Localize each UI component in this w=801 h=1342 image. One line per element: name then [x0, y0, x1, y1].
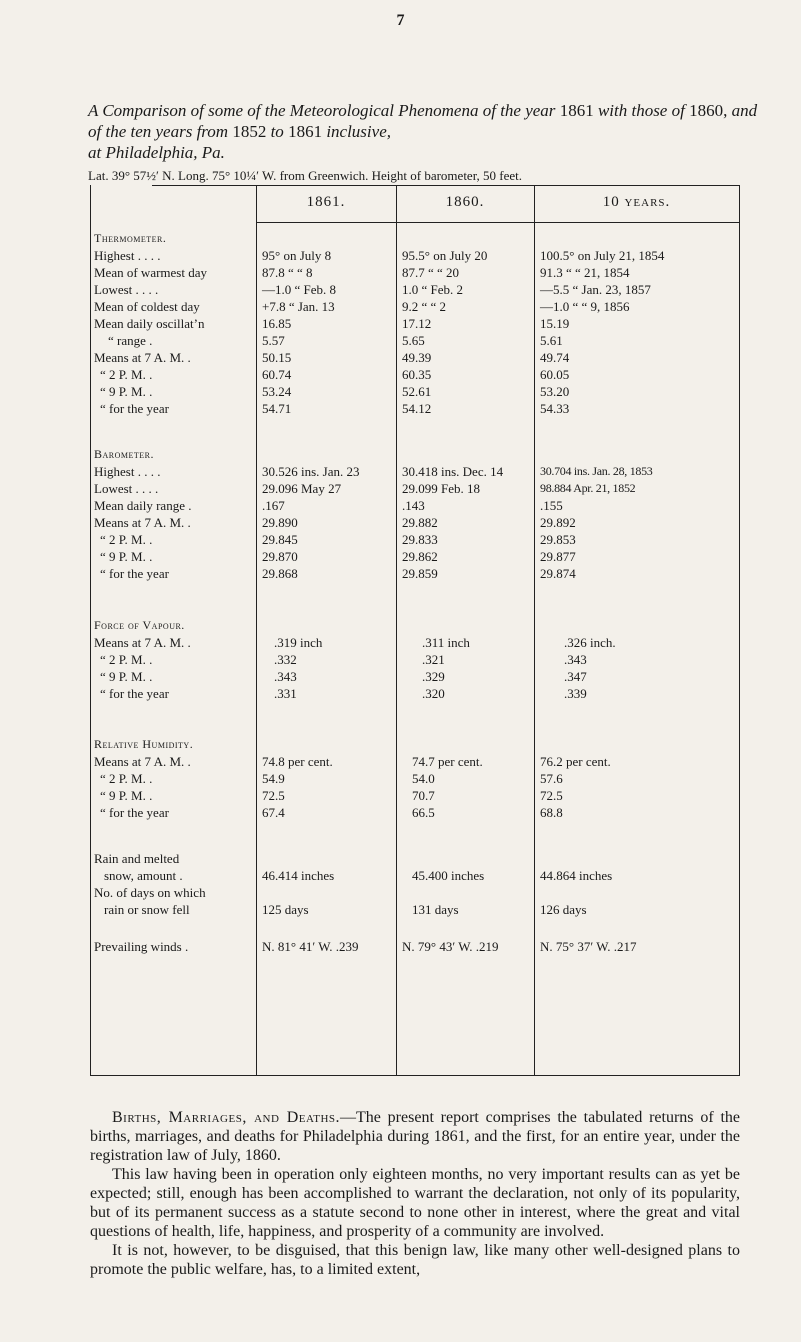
- cell-10-years: 29.874: [540, 566, 576, 581]
- cell-10-years: —5.5 “ Jan. 23, 1857: [540, 282, 651, 297]
- table-row: [94, 787, 734, 804]
- section-heading-barometer: Barometer.: [94, 447, 155, 461]
- page-title: [88, 100, 768, 163]
- cell-10-years: 54.33: [540, 401, 570, 416]
- row-label: Lowest . . . .: [94, 481, 159, 496]
- cell-10-years: 5.61: [540, 333, 563, 348]
- row-label: rain or snow fell: [104, 902, 190, 917]
- section-heading-relative-humidity: Relative Humidity.: [94, 737, 194, 751]
- row-label: Prevailing winds .: [94, 939, 189, 954]
- cell-10-years: 76.2 per cent.: [540, 754, 611, 769]
- table-row: [94, 548, 734, 565]
- row-label: “ for the year: [100, 805, 169, 820]
- cell-1861: 95° on July 8: [262, 248, 332, 263]
- location-line: Lat. 39° 57½′ N. Long. 75° 10¼′ W. from Greenwich. Height of barometer, 50 feet.: [88, 168, 522, 183]
- cell-1861: 5.57: [262, 333, 285, 348]
- cell-1861: 60.74: [262, 367, 292, 382]
- table-row: [94, 349, 734, 366]
- cell-1861: 16.85: [262, 316, 292, 331]
- row-label: Means at 7 A. M. .: [94, 350, 191, 365]
- row-label: “ range .: [108, 333, 153, 348]
- row-label: Mean of coldest day: [94, 299, 200, 314]
- table-row: [94, 480, 734, 497]
- cell-1860: 70.7: [412, 788, 435, 803]
- table-row: [94, 332, 734, 349]
- cell-10-years: 49.74: [540, 350, 570, 365]
- table-row: [94, 531, 734, 548]
- cell-1860: 60.35: [402, 367, 432, 382]
- cell-1860: .329: [422, 669, 445, 684]
- cell-1861: 54.71: [262, 401, 292, 416]
- title-year-1852: 1852: [232, 122, 267, 141]
- cell-1861: 53.24: [262, 384, 292, 399]
- row-label: No. of days on which: [94, 885, 206, 900]
- paragraph-text: —The present report comprises the tabulated returns of the births, marriages, and deaths for Philadelphia during 1861, and the first, for an entire year, under the registration law of July, 1860.: [90, 1109, 740, 1164]
- table-row: [94, 668, 734, 685]
- row-label: “ 9 P. M. .: [100, 669, 153, 684]
- row-label: Highest . . . .: [94, 464, 161, 479]
- paragraph-disguised: It is not, however, to be disguised, that this benign law, like many other well-designed plans to promote the public welfare, has, to a limited extent,: [90, 1242, 740, 1278]
- cell-10-years: 44.864 inches: [540, 868, 613, 883]
- cell-1860: 9.2 “ “ 2: [402, 299, 447, 314]
- cell-1860: 87.7 “ “ 20: [402, 265, 460, 280]
- table-row: [94, 247, 734, 264]
- cell-1861: +7.8 “ Jan. 13: [262, 299, 335, 314]
- cell-10-years: .326 inch.: [564, 635, 616, 650]
- row-label: snow, amount .: [104, 868, 183, 883]
- cell-10-years: 98.884 Apr. 21, 1852: [540, 481, 636, 495]
- row-label: Rain and melted: [94, 851, 180, 866]
- cell-10-years: 53.20: [540, 384, 570, 399]
- table-row: [94, 634, 734, 651]
- cell-10-years: N. 75° 37′ W. .217: [540, 939, 637, 954]
- cell-1861: .332: [274, 652, 297, 667]
- cell-1861: —1.0 “ Feb. 8: [262, 282, 337, 297]
- row-label: “ 9 P. M. .: [100, 549, 153, 564]
- table-row: [94, 651, 734, 668]
- table-row: [94, 281, 734, 298]
- cell-10-years: .155: [540, 498, 563, 513]
- cell-10-years: .347: [564, 669, 587, 684]
- cell-10-years: .343: [564, 652, 587, 667]
- cell-1860: 95.5° on July 20: [402, 248, 488, 263]
- cell-1861: 29.870: [262, 549, 298, 564]
- column-header-1860: 1860.: [445, 194, 485, 210]
- cell-1860: 45.400 inches: [412, 868, 485, 883]
- cell-1860: 29.882: [402, 515, 438, 530]
- cell-1860: 29.862: [402, 549, 438, 564]
- cell-1860: 29.833: [402, 532, 438, 547]
- section-heading-births: Births, Marriages, and Deaths.: [112, 1109, 341, 1126]
- cell-10-years: 100.5° on July 21, 1854: [540, 248, 665, 263]
- title-part-3: and of the ten years from: [88, 101, 758, 141]
- cell-10-years: 60.05: [540, 367, 570, 382]
- table-bottom-rule: [90, 1075, 740, 1076]
- cell-10-years: —1.0 “ “ 9, 1856: [540, 299, 630, 314]
- row-label: Means at 7 A. M. .: [94, 635, 191, 650]
- cell-1861: 29.890: [262, 515, 298, 530]
- cell-1860: 30.418 ins. Dec. 14: [402, 464, 504, 479]
- table-row: [94, 366, 734, 383]
- cell-1861: N. 81° 41′ W. .239: [262, 939, 359, 954]
- cell-1860: 54.12: [402, 401, 432, 416]
- cell-1861: 46.414 inches: [262, 868, 335, 883]
- table-row: [94, 770, 734, 787]
- cell-10-years: 29.853: [540, 532, 576, 547]
- cell-1861: 87.8 “ “ 8: [262, 265, 313, 280]
- paragraph-births: [90, 1108, 740, 1165]
- row-label: Mean daily oscillat’n: [94, 316, 205, 331]
- table-row-days: [94, 901, 734, 918]
- cell-1860: 52.61: [402, 384, 432, 399]
- cell-1860: N. 79° 43′ W. .219: [402, 939, 499, 954]
- cell-1860: 49.39: [402, 350, 432, 365]
- row-label: “ 9 P. M. .: [100, 788, 153, 803]
- cell-1861: .343: [274, 669, 297, 684]
- cell-1860: 29.859: [402, 566, 438, 581]
- table-row: [94, 804, 734, 821]
- cell-1860: 5.65: [402, 333, 425, 348]
- table-row: [94, 383, 734, 400]
- table-row: [94, 463, 734, 480]
- table-top-rule: [152, 185, 740, 186]
- table-header-rule: [256, 222, 740, 223]
- cell-1860: .321: [422, 652, 445, 667]
- title-part-5: inclusive,: [326, 122, 391, 141]
- title-part-2: with those of: [597, 101, 685, 120]
- table-row-rain: [94, 850, 734, 867]
- row-label: Mean daily range .: [94, 498, 192, 513]
- cell-1861: 74.8 per cent.: [262, 754, 333, 769]
- cell-10-years: 57.6: [540, 771, 563, 786]
- column-header-10-years: 10 years.: [602, 194, 671, 210]
- cell-1860: 17.12: [402, 316, 432, 331]
- table-row-rain: [94, 867, 734, 884]
- row-label: “ for the year: [100, 401, 169, 416]
- body-text: [90, 1108, 740, 1279]
- cell-1860: .320: [422, 686, 445, 701]
- title-part-1: A Comparison of some of the Meteorological Phenomena of the year: [88, 101, 556, 120]
- table-row: [94, 753, 734, 770]
- table-row-winds: [94, 938, 734, 955]
- cell-10-years: 29.877: [540, 549, 576, 564]
- cell-1861: .331: [274, 686, 297, 701]
- table-row-days: [94, 884, 734, 901]
- row-label: “ 2 P. M. .: [100, 652, 153, 667]
- row-label: “ for the year: [100, 566, 169, 581]
- title-part-4: to: [270, 122, 284, 141]
- row-label: “ 2 P. M. .: [100, 367, 153, 382]
- cell-1861: 29.868: [262, 566, 298, 581]
- title-year-1861b: 1861: [288, 122, 323, 141]
- cell-1860: .143: [402, 498, 425, 513]
- cell-10-years: .339: [564, 686, 587, 701]
- title-year-1861: 1861: [559, 101, 594, 120]
- table-left-rule: [90, 185, 91, 1075]
- section-heading-force-of-vapour: Force of Vapour.: [94, 618, 185, 632]
- row-label: “ for the year: [100, 686, 169, 701]
- table-row: [94, 565, 734, 582]
- cell-1861: 67.4: [262, 805, 285, 820]
- cell-10-years: 91.3 “ “ 21, 1854: [540, 265, 630, 280]
- column-header-1861: 1861.: [306, 194, 346, 210]
- cell-1861: 54.9: [262, 771, 285, 786]
- cell-1861: 30.526 ins. Jan. 23: [262, 464, 360, 479]
- paragraph-law: This law having been in operation only eighteen months, no very important results can as yet be expected; still, enough has been accomplished to warrant the declaration, not only of its popularity, but of its permanent success as a statute second to none other in interest, where the great and vital questions of health, life, happiness, and prosperity of a community are involved.: [90, 1166, 740, 1240]
- cell-10-years: 72.5: [540, 788, 563, 803]
- meteorological-table: [90, 180, 740, 1080]
- cell-1861: 29.096 May 27: [262, 481, 342, 496]
- cell-10-years: 29.892: [540, 515, 576, 530]
- cell-1860: 66.5: [412, 805, 435, 820]
- table-right-rule: [739, 185, 740, 1075]
- row-label: Means at 7 A. M. .: [94, 754, 191, 769]
- cell-10-years: 126 days: [540, 902, 587, 917]
- cell-1860: 131 days: [412, 902, 459, 917]
- cell-1860: 1.0 “ Feb. 2: [402, 282, 464, 297]
- cell-10-years: 68.8: [540, 805, 563, 820]
- cell-1861: 72.5: [262, 788, 285, 803]
- table-row: [94, 315, 734, 332]
- cell-1861: 29.845: [262, 532, 298, 547]
- cell-1861: .167: [262, 498, 285, 513]
- row-label: Lowest . . . .: [94, 282, 159, 297]
- cell-1861: 125 days: [262, 902, 309, 917]
- table-row: [94, 514, 734, 531]
- cell-1860: 29.099 Feb. 18: [402, 481, 480, 496]
- row-label: “ 2 P. M. .: [100, 532, 153, 547]
- title-part-6: at Philadelphia, Pa.: [88, 143, 225, 162]
- cell-1861: .319 inch: [274, 635, 323, 650]
- cell-10-years: 15.19: [540, 316, 570, 331]
- cell-10-years: 30.704 ins. Jan. 28, 1853: [540, 464, 653, 478]
- section-heading-thermometer: Thermometer.: [94, 231, 167, 245]
- row-label: Highest . . . .: [94, 248, 161, 263]
- row-label: “ 9 P. M. .: [100, 384, 153, 399]
- table-row: [94, 264, 734, 281]
- table-row: [94, 497, 734, 514]
- table-row: [94, 685, 734, 702]
- cell-1861: 50.15: [262, 350, 292, 365]
- row-label: Means at 7 A. M. .: [94, 515, 191, 530]
- table-row: [94, 400, 734, 417]
- page-number: 7: [396, 12, 405, 29]
- cell-1860: 74.7 per cent.: [412, 754, 483, 769]
- table-row: [94, 298, 734, 315]
- row-label: Mean of warmest day: [94, 265, 207, 280]
- cell-1860: 54.0: [412, 771, 435, 786]
- title-year-1860: 1860,: [689, 101, 728, 120]
- row-label: “ 2 P. M. .: [100, 771, 153, 786]
- cell-1860: .311 inch: [422, 635, 470, 650]
